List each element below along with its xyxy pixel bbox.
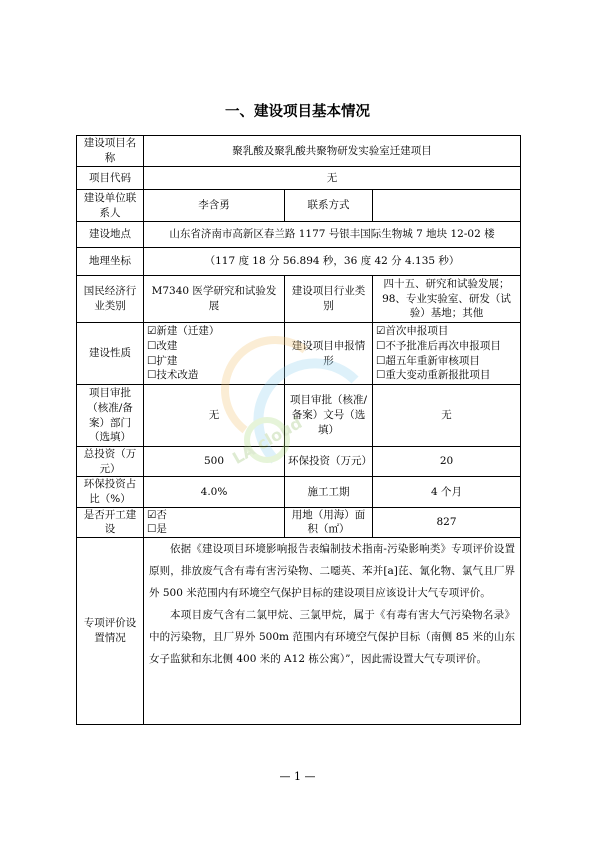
checkbox-rebuild[interactable]: ☐改建: [147, 339, 178, 352]
checkbox-tech-upgrade[interactable]: ☐技术改造: [147, 369, 199, 382]
checkbox-major-change[interactable]: ☐重大变动重新报批项目: [376, 369, 491, 382]
label-investment: 总投资（万元）: [77, 447, 144, 477]
label-env-investment: 环保投资（万元）: [285, 447, 373, 477]
label-coords: 地理坐标: [77, 248, 144, 276]
watermark-text: LA cloud: [229, 412, 306, 468]
label-project-industry: 建设项目行业类别: [285, 276, 373, 323]
label-nature: 建设性质: [77, 323, 144, 385]
value-project-name: 聚乳酸及聚乳酸共聚物研发实验室迁建项目: [144, 136, 521, 167]
value-industry: M7340 医学研究和试验发展: [144, 276, 285, 323]
special-paragraph-2: 本项目废气含有二氯甲烷、三氯甲烷，属于《有毒有害大气污染物名录》中的污染物，且厂界外 500m 范围内有环境空气保护目标（南侧 85 米的山东女子监狱和东北侧 400 米的 A12 栋公寓）”，因此需设置大气专项评价。: [149, 609, 516, 666]
label-location: 建设地点: [77, 222, 144, 248]
row-coords: [77, 248, 521, 276]
value-land-area: 827: [373, 507, 521, 537]
row-investment: [77, 447, 521, 477]
declaration-options: [373, 323, 521, 385]
value-investment: 500: [144, 447, 285, 477]
value-approval-dept: 无: [144, 385, 285, 447]
label-approval-dept: 项目审批（核准/备案）部门（选填）: [77, 385, 144, 447]
row-project-code: [77, 167, 521, 190]
row-nature: [77, 323, 521, 385]
label-contact: 建设单位联系人: [77, 190, 144, 222]
value-location: 山东省济南市高新区春兰路 1177 号银丰国际生物城 7 地块 12-02 楼: [144, 222, 521, 248]
section-title: 一、建设项目基本情况: [225, 104, 370, 120]
label-env-ratio: 环保投资占比（%）: [77, 477, 144, 507]
row-project-name: [77, 136, 521, 167]
page-number: — 1 —: [279, 770, 316, 783]
row-special-evaluation: [77, 538, 521, 725]
label-project-name: 建设项目名称: [77, 136, 144, 167]
nature-options: [144, 323, 285, 385]
value-special-evaluation: [144, 538, 521, 725]
label-land-area: 用地（用海）面积（㎡）: [285, 507, 373, 537]
value-approval-no: 无: [373, 385, 521, 447]
started-options: [144, 507, 285, 537]
row-env-ratio: [77, 477, 521, 507]
value-coords: （117 度 18 分 56.894 秒，36 度 42 分 4.135 秒）: [144, 248, 521, 276]
project-info-table: [76, 135, 521, 725]
value-construction-period: 4 个月: [373, 477, 521, 507]
checkbox-not-started[interactable]: ☑否: [147, 508, 167, 521]
label-approval-no: 项目审批（核准/备案）文号（选填）: [285, 385, 373, 447]
label-industry: 国民经济行业类别: [77, 276, 144, 323]
value-env-investment: 20: [373, 447, 521, 477]
row-location: [77, 222, 521, 248]
row-industry: [77, 276, 521, 323]
label-project-code: 项目代码: [77, 167, 144, 190]
label-started: 是否开工建设: [77, 507, 144, 537]
label-construction-period: 施工工期: [285, 477, 373, 507]
row-approval: [77, 385, 521, 447]
checkbox-five-year-review[interactable]: ☐超五年重新审核项目: [376, 354, 480, 367]
row-contact: [77, 190, 521, 222]
checkbox-expand[interactable]: ☐扩建: [147, 354, 178, 367]
value-project-code: 无: [144, 167, 521, 190]
label-special-evaluation: 专项评价设置情况: [77, 538, 144, 725]
checkbox-new[interactable]: ☑新建（迁建）: [147, 325, 220, 338]
row-started: [77, 507, 521, 537]
label-declaration: 建设项目申报情形: [285, 323, 373, 385]
label-contact-phone: 联系方式: [285, 190, 373, 222]
value-contact: 李含勇: [144, 190, 285, 222]
value-env-ratio: 4.0%: [144, 477, 285, 507]
special-paragraph-1: 依据《建设项目环境影响报告表编制技术指南-污染影响类》专项评价设置原则，排放废气含有毒有害污染物、二噁英、苯并[a]芘、氰化物、氯气且厂界外 500 米范围内有环境空气保护目标的建设项目应该设计大气专项评价。: [149, 543, 516, 600]
checkbox-first-declaration[interactable]: ☑首次申报项目: [376, 325, 449, 338]
value-contact-phone: [373, 190, 521, 222]
checkbox-started[interactable]: ☐是: [147, 523, 167, 536]
checkbox-redeclaration[interactable]: ☐不予批准后再次申报项目: [376, 339, 501, 352]
value-project-industry: 四十五、研究和试验发展；98、专业实验室、研发（试验）基地；其他: [373, 276, 521, 323]
